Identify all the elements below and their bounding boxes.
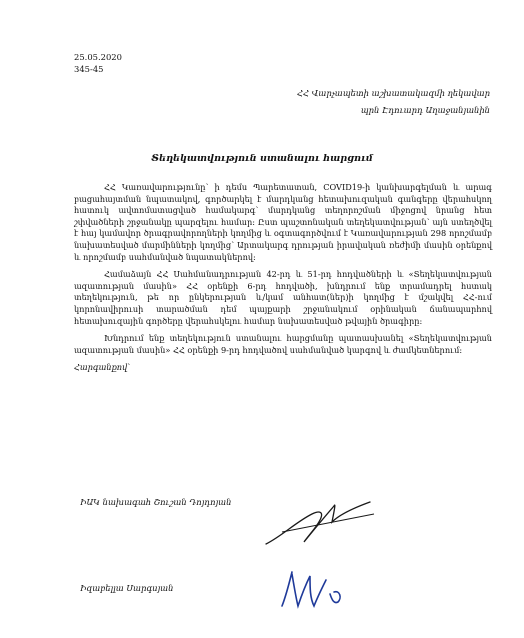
letter-number: 345-45: [74, 64, 104, 74]
closing-phrase: Հարգանքով՝: [74, 362, 131, 373]
signature-first: [262, 492, 380, 552]
recipient-title: ՀՀ Վարչապետի աշխատակազմի ղեկավար: [296, 88, 490, 98]
body-paragraph-2: Համաձայն ՀՀ Սահմանադրության 42-րդ և 51-րդ հոդվածների և «Տեղեկատվության ազատության մասին» ՀՀ օրենքի 6-րդ հոդվածի, խնդրում ենք տրամադրել հստակ տեղեկություն, թե որ ընկերության և/կամ անհատ(ներ)ի կողմից է մշակվել ՀՀ-ում կորոնավիրուսի տարածման դեմ պայքարի շրջանակում օրինական ճանապարհով հետախուզային գործերը վերահսկելու համար նախատեսված թվային ծրագիրը:: [74, 269, 492, 326]
body-paragraph-3: Խնդրում ենք տեղեկություն ստանալու հարցմանը պատասխանել «Տեղեկատվության ազատության մասին» ՀՀ օրենքի 9-րդ հոդվածով սահմանված կարգով և ժամկետներում:: [74, 333, 492, 355]
letter-header: [74, 51, 122, 75]
body-paragraph-1: ՀՀ Կառավարությունը՝ ի դեմս Պարետատան, COVID19-ի կանխարգելման և արագ բացահայտման նպատակով, գործարկել է մարդկանց հետախուզական գանգերը վերահսկող հատուկ ավտոմատացված համակարգ՝ մարդկանց տեղորոշման միջոցով նրանց հետ շփվածների շրջանակը պարզելու համար: Ըստ պաշտոնական տեղեկատվության՝ այն ստեղծվել է հայ կամավոր ծրագրավորողների կողմից և օգտագործվում է Կառավարության 298 որոշմամբ նախատեսված մարմինների կողմից՝ Արտակարգ դրության իրավական ռեժիմի մասին օրենքով և որոշմամբ սահմանված նպատակներով:: [74, 182, 492, 262]
recipient-name: պրն Էդուարդ Աղաջանյանին: [360, 105, 490, 115]
signatory-second: Իզաբելլա Սարգսյան: [80, 583, 174, 593]
letter-date: 25.05.2020: [74, 52, 122, 62]
letter-title: Տեղեկատվություն ստանալու հարցում: [151, 153, 373, 164]
signatory-first: ԻԱԿ նախագահ Շուշան Դոյդոյան: [80, 497, 232, 507]
signature-second: [272, 566, 354, 614]
letter-body: [74, 182, 492, 380]
